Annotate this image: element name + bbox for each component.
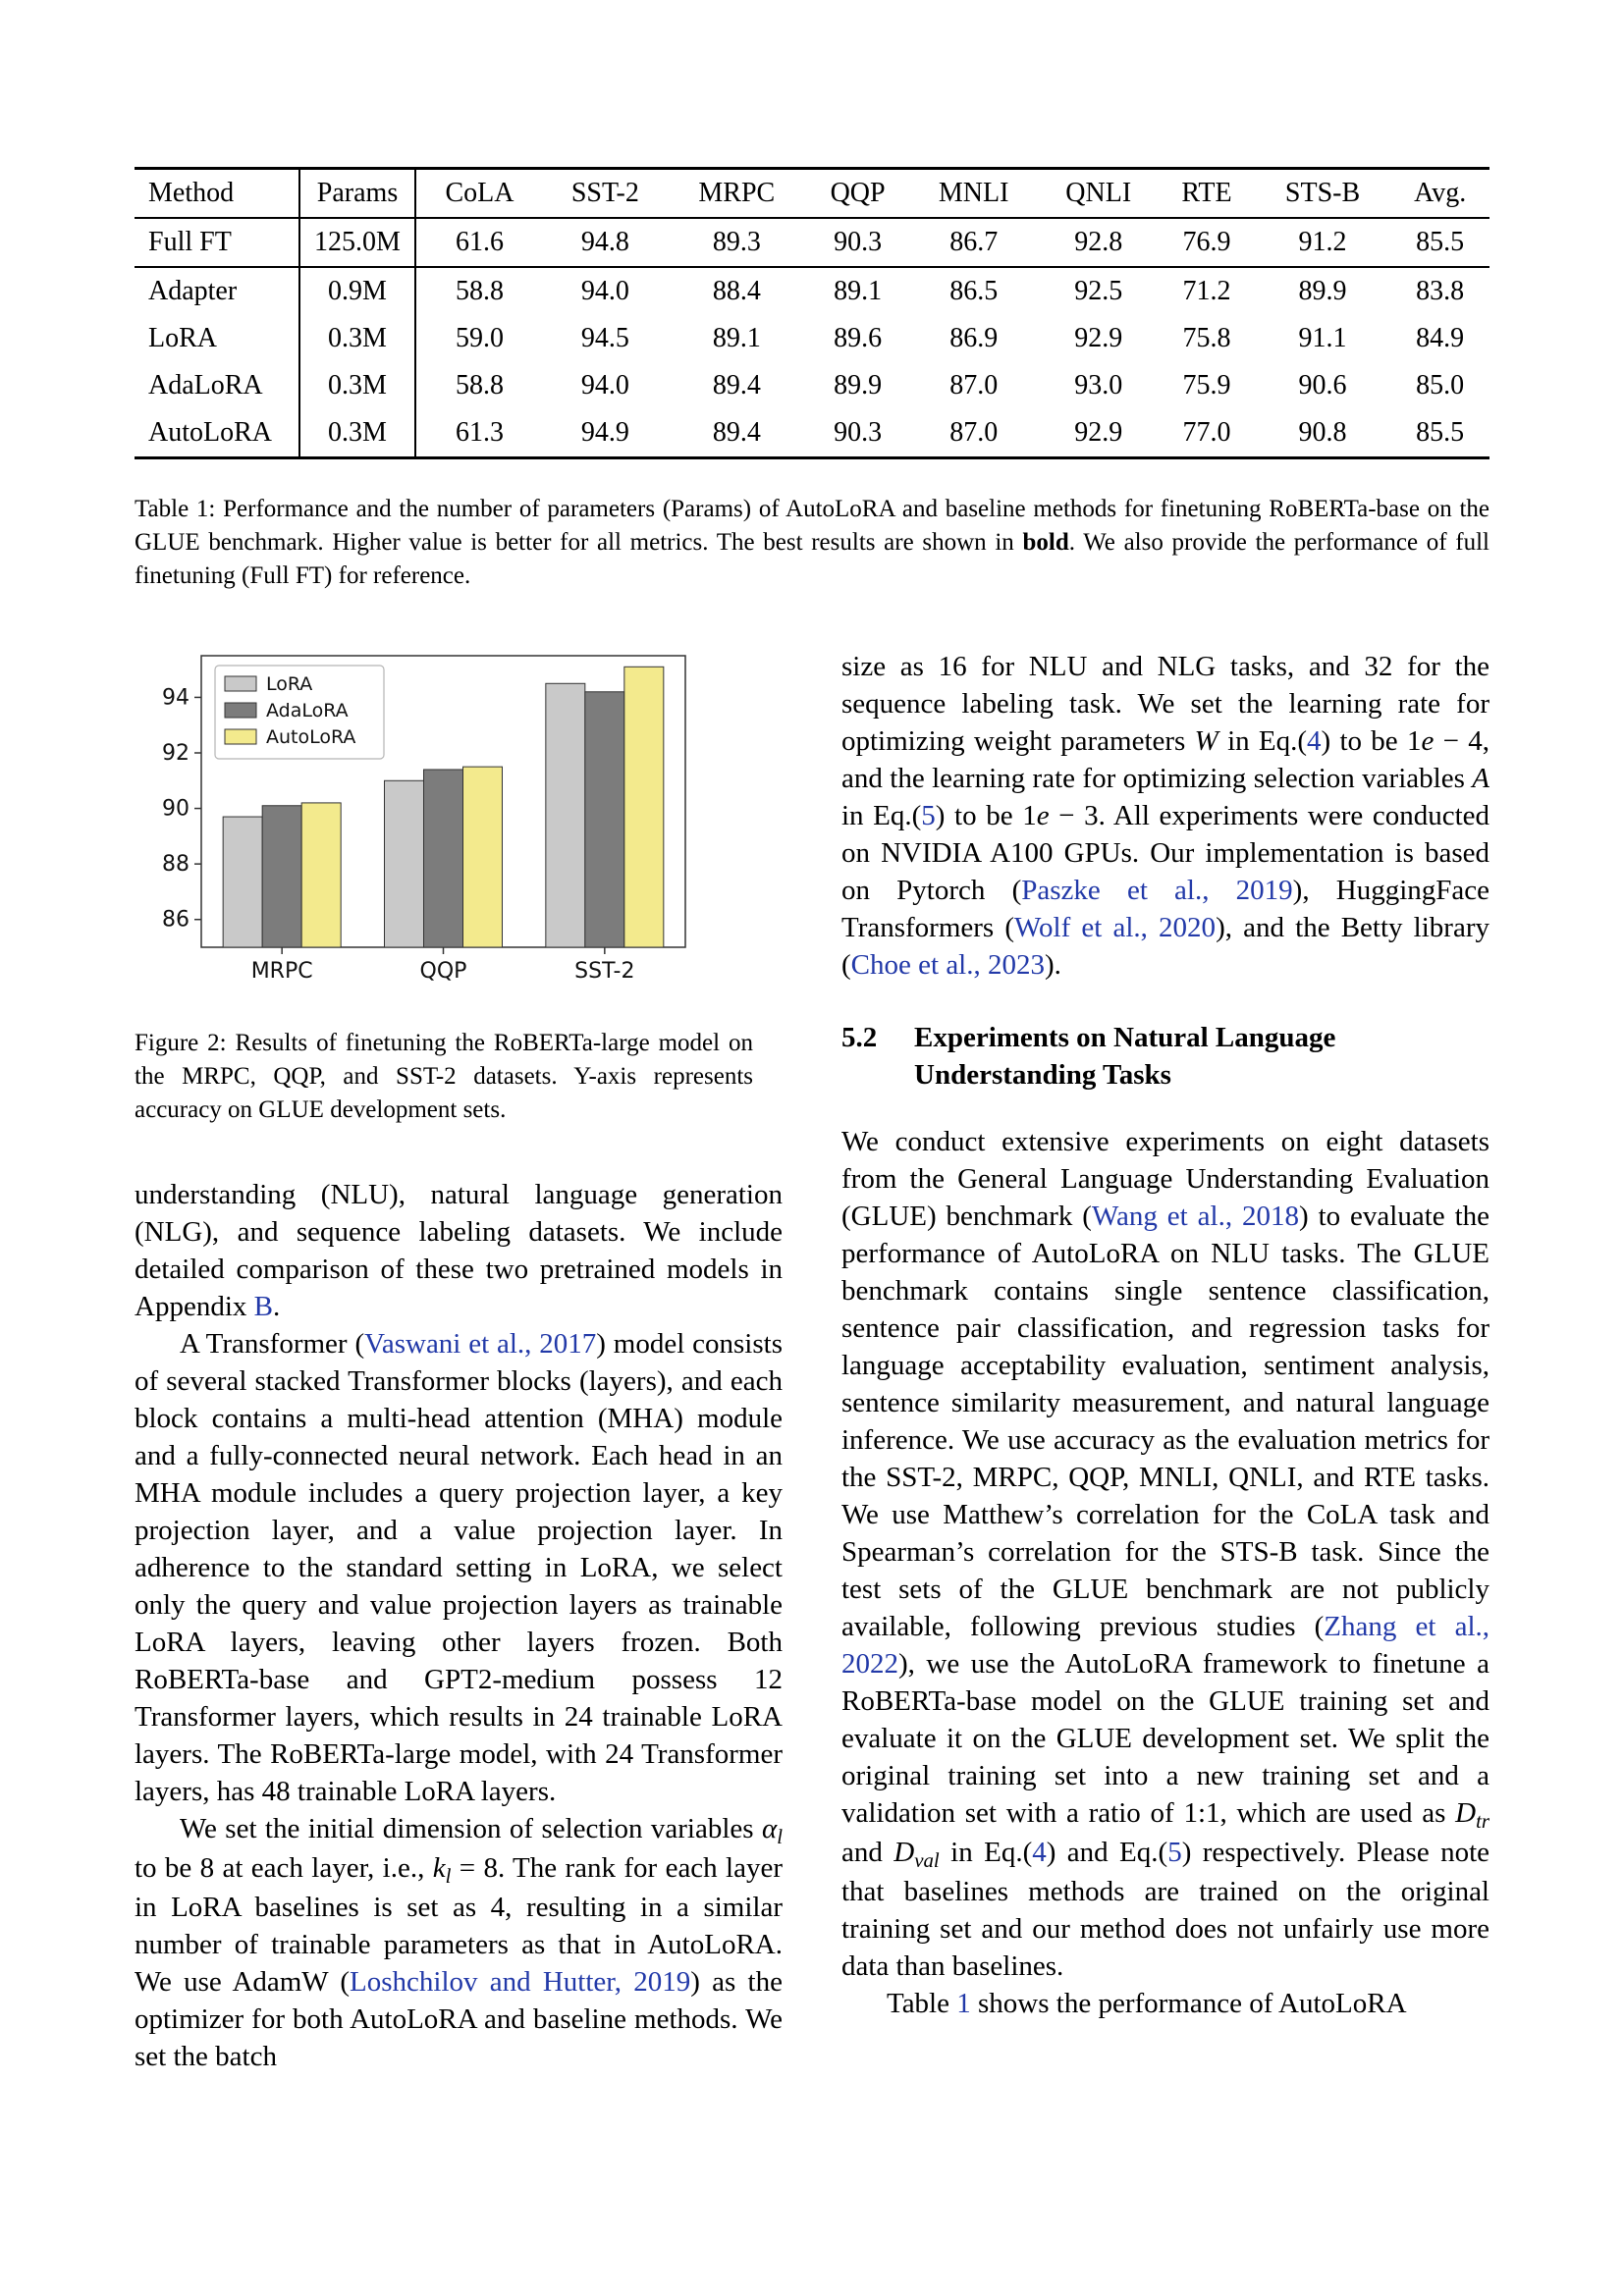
value-cell: 90.3 (834, 227, 883, 257)
value-cell: 85.0 (1416, 370, 1465, 400)
text-run: l (777, 1824, 783, 1848)
ref-link[interactable]: 1 (956, 1988, 971, 2019)
text-run: e (1421, 725, 1435, 757)
legend-label-autolora: AutoLoRA (266, 726, 356, 748)
x-tick-label: SST-2 (574, 959, 635, 984)
text-run: ) to be 1 (935, 800, 1037, 831)
bar-sst-2-autolora (624, 667, 664, 947)
text-run: ) to be 1 (1321, 725, 1422, 757)
ref-link[interactable]: Loshchilov and Hutter, 2019 (350, 1966, 691, 1998)
col-header-sst-2: SST-2 (570, 178, 639, 208)
text-run: bold (1022, 529, 1069, 556)
figure2-chart (140, 648, 783, 991)
text-run: understanding (NLU), natural language generation (NLG), and sequence labeling datasets. We include detailed comparison of these two pretrained models in Appendix (135, 1179, 783, 1322)
text-run: We conduct extensive experiments on eight datasets from the General Language Understanding Evaluation (GLUE) benchmark ( (841, 1126, 1489, 1232)
table-row-adapter (135, 267, 1489, 315)
value-cell: 93.0 (1074, 370, 1123, 400)
value-cell: 89.1 (834, 276, 883, 306)
text-run: A Transformer ( (180, 1328, 365, 1360)
right-column-text (841, 648, 1489, 2022)
value-cell: 86.5 (949, 276, 999, 306)
figure2-caption: Figure 2: Results of finetuning the RoBERTa-large model on the MRPC, QQP, and SST-2 datasets. Y-axis represents accuracy on GLUE development sets. (135, 1030, 753, 1123)
method-cell: AdaLoRA (135, 362, 299, 409)
y-tick-label: 86 (162, 907, 189, 933)
text-run: Table (887, 1988, 957, 2019)
bar-sst-2-lora (546, 683, 585, 947)
value-cell: 92.9 (1074, 417, 1123, 448)
value-cell: 87.0 (949, 370, 999, 400)
paragraph (135, 1810, 783, 2075)
bar-sst-2-adalora (585, 692, 624, 947)
value-cell: 89.4 (712, 417, 761, 448)
text-run: = 8. The rank for each layer in LoRA baselines is set as 4, resulting in a similar number of trainable parameters as that in AutoLoRA. We use AdamW ( (135, 1852, 783, 1998)
legend-label-lora: LoRA (266, 673, 313, 695)
value-cell: 85.5 (1416, 417, 1465, 448)
col-header-params: Params (299, 169, 415, 219)
x-tick-label: QQP (419, 959, 467, 984)
value-cell: 61.6 (455, 227, 504, 257)
bar-qqp-autolora (463, 767, 503, 947)
text-run: ) as the optimizer for both AutoLoRA and baseline methods. We set the batch (135, 1966, 783, 2072)
paragraph (135, 1325, 783, 1810)
text-run: in Eq.( (939, 1837, 1033, 1868)
bar-qqp-adalora (424, 770, 463, 947)
value-cell: 84.9 (1416, 323, 1465, 353)
results-table (135, 167, 1489, 459)
text-run: . We also provide the performance of full finetuning (Full FT) for reference. (135, 529, 1489, 589)
value-cell: 89.4 (712, 370, 761, 400)
text-run: k (432, 1852, 446, 1884)
section-heading (841, 1019, 1489, 1094)
text-run: . (272, 1291, 281, 1322)
ref-link[interactable]: 4 (1032, 1837, 1047, 1868)
table-header-row (135, 169, 1489, 219)
value-cell: 86.7 (949, 227, 999, 257)
col-header-qqp: QQP (830, 178, 886, 208)
table-row-full-ft (135, 218, 1489, 267)
col-header-mnli: MNLI (938, 178, 1009, 208)
value-cell: 75.9 (1182, 370, 1231, 400)
text-run: size as 16 for NLU and NLG tasks, and 32 for the sequence labeling task. We set the learning rate for optimizing weight parameters (841, 651, 1489, 757)
table1-caption (135, 493, 1489, 593)
value-cell: 75.8 (1182, 323, 1231, 353)
ref-link[interactable]: Zhang et al., 2022 (841, 1611, 1490, 1680)
value-cell: 89.9 (1298, 276, 1347, 306)
value-cell: 85.5 (1416, 227, 1465, 257)
legend-label-adalora: AdaLoRA (266, 700, 349, 721)
method-cell: AutoLoRA (135, 409, 299, 458)
value-cell: 0.9M (299, 267, 415, 315)
text-run: e (1036, 800, 1050, 831)
value-cell: 71.2 (1182, 276, 1231, 306)
value-cell: 125.0M (299, 218, 415, 267)
bar-mrpc-adalora (262, 806, 301, 947)
value-cell: 87.0 (949, 417, 999, 448)
ref-link[interactable]: B (253, 1291, 273, 1322)
value-cell: 58.8 (455, 370, 504, 400)
value-cell: 94.0 (580, 370, 629, 400)
text-run: to be 8 at each layer, i.e., (135, 1852, 433, 1884)
value-cell: 76.9 (1182, 227, 1231, 257)
text-run: ), we use the AutoLoRA framework to finetune a RoBERTa-base model on the GLUE training set and evaluate it on the GLUE development set. We split the original training set into a new training set and a validation set with a ratio of 1:1, which are used as (841, 1648, 1489, 1829)
text-run: val (914, 1847, 940, 1872)
value-cell: 89.1 (712, 323, 761, 353)
text-run: in Eq.( (1218, 725, 1308, 757)
figure2 (135, 648, 783, 1127)
text-run: ) and Eq.( (1046, 1837, 1168, 1868)
value-cell: 90.3 (834, 417, 883, 448)
text-run: ) model consists of several stacked Transformer blocks (layers), and each block contains a multi-head attention (MHA) module and a fully-connected neural network. Each head in an MHA module includes a query projection layer, a key projection layer, and a value projection layer. In adherence to the standard setting in LoRA, we select only the query and value projection layers as trainable LoRA layers, leaving other layers frozen. Both RoBERTa-base and GPT2-medium possess 12 Transformer layers, which results in 24 trainable LoRA layers. The RoBERTa-large model, with 24 Transformer layers, has 48 trainable LoRA layers. (135, 1328, 783, 1807)
table-row-lora (135, 315, 1489, 362)
bar-chart-svg (140, 648, 695, 987)
text-run: l (445, 1863, 452, 1888)
text-run: α (761, 1813, 778, 1844)
y-tick-label: 92 (162, 741, 189, 766)
page-content (135, 167, 1489, 2075)
method-cell: LoRA (135, 315, 299, 362)
ref-link[interactable]: Wolf et al., 2020 (1014, 912, 1217, 943)
text-run: Table 1: Performance and the number of parameters (Params) of AutoLoRA and baseline methods for finetuning RoBERTa-base on the GLUE benchmark. Higher value is better for all metrics. The best results are shown in (135, 496, 1489, 556)
col-header-avg: Avg. (1414, 178, 1467, 208)
paragraph (841, 1123, 1489, 1985)
value-cell: 59.0 (455, 323, 504, 353)
table-row-autolora (135, 409, 1489, 458)
value-cell: 94.9 (580, 417, 629, 448)
bar-qqp-lora (385, 780, 424, 947)
text-run: − 3. All experiments were conducted on NVIDIA A100 GPUs. Our implementation is based on Pytorch ( (841, 800, 1490, 906)
col-header-rte: RTE (1181, 178, 1232, 208)
y-tick-label: 94 (162, 685, 189, 711)
text-run: tr (1476, 1808, 1489, 1833)
ref-link[interactable]: Wang et al., 2018 (1091, 1201, 1299, 1232)
text-run: ). (1045, 949, 1061, 981)
left-column (135, 648, 783, 2075)
ref-link[interactable]: 5 (921, 800, 936, 831)
ref-link[interactable]: Paszke et al., 2019 (1021, 875, 1293, 906)
text-run: and (841, 1837, 894, 1868)
paragraph (135, 1176, 783, 1325)
value-cell: 94.8 (580, 227, 629, 257)
col-header-qnli: QNLI (1065, 178, 1132, 208)
bar-mrpc-lora (223, 817, 262, 947)
two-column-layout (135, 648, 1489, 2075)
paragraph (841, 648, 1489, 984)
method-cell: Adapter (135, 267, 299, 315)
value-cell: 92.5 (1074, 276, 1123, 306)
value-cell: 89.9 (834, 370, 883, 400)
value-cell: 58.8 (455, 276, 504, 306)
value-cell: 61.3 (455, 417, 504, 448)
value-cell: 83.8 (1416, 276, 1465, 306)
value-cell: 0.3M (299, 409, 415, 458)
text-run: in Eq.( (841, 800, 922, 831)
value-cell: 94.5 (580, 323, 629, 353)
legend-swatch-autolora (225, 729, 256, 744)
value-cell: 88.4 (712, 276, 761, 306)
text-run: D (1455, 1797, 1477, 1829)
value-cell: 0.3M (299, 315, 415, 362)
value-cell: 92.9 (1074, 323, 1123, 353)
value-cell: 90.6 (1298, 370, 1347, 400)
text-run: ), and the Betty library ( (841, 912, 1489, 981)
value-cell: 89.3 (712, 227, 761, 257)
col-header-method: Method (135, 169, 299, 219)
col-header-sts-b: STS-B (1284, 178, 1361, 208)
legend-swatch-adalora (225, 703, 256, 718)
text-run: ) to evaluate the performance of AutoLoRA on NLU tasks. The GLUE benchmark contains single sentence classification, sentence pair classification, and regression tasks for language acceptability evaluation, sentiment analysis, sentence similarity measurement, and natural language inference. We use accuracy as the evaluation metrics for the SST-2, MRPC, QQP, MNLI, QNLI, and RTE tasks. We use Matthew’s correlation for the CoLA task and Spearman’s correlation for the STS-B task. Since the test sets of the GLUE benchmark are not publicly available, following previous studies ( (841, 1201, 1489, 1642)
text-run: D (893, 1837, 915, 1868)
ref-link[interactable]: 5 (1167, 1837, 1182, 1868)
ref-link[interactable]: 4 (1307, 725, 1322, 757)
legend-swatch-lora (225, 676, 256, 691)
ref-link[interactable]: Choe et al., 2023 (850, 949, 1045, 981)
col-header-cola: CoLA (445, 178, 514, 208)
method-cell: Full FT (135, 218, 299, 267)
value-cell: 0.3M (299, 362, 415, 409)
text-run: ), HuggingFace Transformers ( (841, 875, 1490, 943)
ref-link[interactable]: Vaswani et al., 2017 (364, 1328, 597, 1360)
section-number: 5.2 (841, 1022, 878, 1053)
text-run: − 4, and the learning rate for optimizing selection variables (841, 725, 1489, 794)
right-column (841, 648, 1489, 2075)
x-tick-label: MRPC (250, 959, 313, 984)
value-cell: 90.8 (1298, 417, 1347, 448)
value-cell: 86.9 (949, 323, 999, 353)
text-run: shows the performance of AutoLoRA (970, 1988, 1407, 2019)
y-tick-label: 88 (162, 852, 189, 878)
text-run: ) respectively. Please note that baselines methods are trained on the original training set and our method does not unfairly use more data than baselines. (841, 1837, 1490, 1982)
text-run: W (1194, 725, 1218, 757)
left-column-text (135, 1176, 783, 2075)
value-cell: 94.0 (580, 276, 629, 306)
value-cell: 77.0 (1182, 417, 1231, 448)
text-run: A (1472, 763, 1489, 794)
y-tick-label: 90 (162, 796, 189, 822)
value-cell: 91.1 (1298, 323, 1347, 353)
section-title: Experiments on Natural Language Understanding Tasks (914, 1022, 1336, 1091)
value-cell: 91.2 (1298, 227, 1347, 257)
text-run: We set the initial dimension of selection variables (180, 1813, 762, 1844)
table-row-adalora (135, 362, 1489, 409)
value-cell: 89.6 (834, 323, 883, 353)
value-cell: 92.8 (1074, 227, 1123, 257)
paragraph (841, 1985, 1489, 2022)
col-header-mrpc: MRPC (698, 178, 776, 208)
bar-mrpc-autolora (301, 803, 341, 947)
